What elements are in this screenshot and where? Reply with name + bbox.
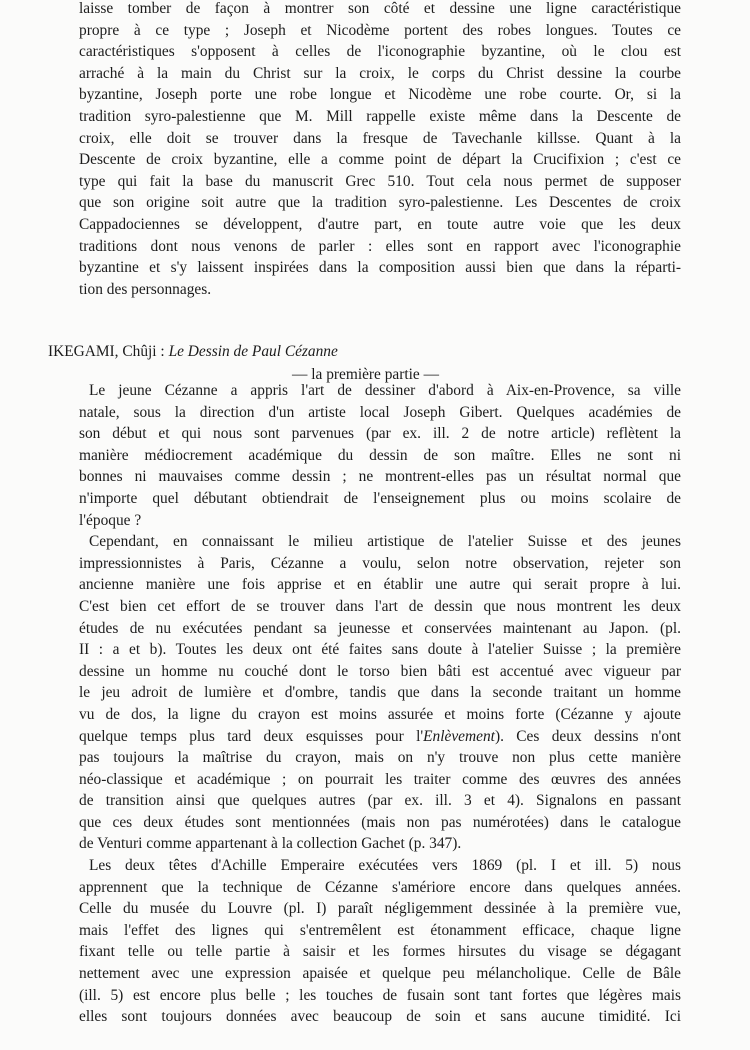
- text-line: apprennent que la technique de Cézanne s'amériore encore dans quelques années.: [79, 878, 681, 896]
- text-line: C'est bien cet effort de se trouver dans l'art de dessin que nous montrent les deux: [79, 597, 681, 615]
- text-line: son début et qui nous sont parvenues (par ex. ill. 2 de notre article) reflètent la: [79, 425, 681, 443]
- text-line: bonnes ni mauvaises comme dessin ; ne montrent-elles pas un résultat normal que: [79, 468, 681, 486]
- text-line: l'époque ?: [79, 511, 142, 529]
- text-line: que ces deux études sont mentionnées (mais non pas numérotées) dans le catalogue: [79, 813, 681, 831]
- text-line: natale, sous la direction d'un artiste local Joseph Gibert. Quelques académies de: [79, 403, 681, 421]
- text-line: études de nu exécutées pendant sa jeunesse et conservées maintenant au Japon. (pl.: [79, 619, 681, 637]
- text-line: fixant telle ou telle partie à saisir et les formes hirsutes du visage se dégagant: [79, 943, 681, 961]
- text-line: traditions dont nous venons de parler : elles sont en rapport avec l'iconographie: [79, 237, 681, 255]
- text-line: ancienne manière une fois apprise et en établir une autre qui serait propre à lui.: [79, 576, 681, 594]
- text-line: byzantine et s'y laissent inspirées dans la composition aussi bien que dans la réparti-: [79, 259, 681, 277]
- text-line: néo-classique et académique ; on pourrait les traiter comme des œuvres des années: [79, 770, 681, 788]
- text-line: elles sont toujours données avec beaucoup de soin et sans aucune timidité. Ici: [79, 1008, 681, 1026]
- text-line: II : a et b). Toutes les deux ont été faites sans doute à l'atelier Suisse ; la première: [79, 641, 681, 659]
- text-line: croix, elle doit se trouver dans la fresque de Tavechanle killsse. Quant à la: [79, 129, 681, 147]
- text-line: tion des personnages.: [79, 280, 212, 298]
- italic-title: Enlèvement: [423, 727, 495, 745]
- text-line: Celle du musée du Louvre (pl. I) paraît négligemment dessinée à la première vue,: [79, 900, 681, 918]
- text-line: type qui fait la base du manuscrit Grec 510. Tout cela nous permet de supposer: [79, 172, 681, 190]
- text-line: laisse tomber de façon à montrer son côté et dessine une ligne caractéristique: [79, 0, 681, 17]
- article-heading: [48, 341, 688, 363]
- text-line: de Venturi comme appartenant à la collection Gachet (p. 347).: [79, 835, 462, 853]
- text-line: pas toujours la maîtrise du crayon, mais on n'y trouve non plus cette manière: [79, 749, 681, 767]
- text-line: Descente de croix byzantine, elle a comme point de départ la Crucifixion ; c'est ce: [79, 151, 681, 169]
- text-line: manière médiocrement académique du dessin de son maître. Elles ne sont ni: [79, 446, 681, 464]
- previous-article-text: [79, 0, 681, 300]
- text-line: Les deux têtes d'Achille Emperaire exécutées vers 1869 (pl. I et ill. 5) nous: [89, 857, 681, 875]
- text-line: arraché à la main du Christ sur la croix, le corps du Christ dessine la courbe: [79, 64, 681, 82]
- text-line: impressionnistes à Paris, Cézanne a voulu, selon notre observation, rejeter son: [79, 554, 681, 572]
- article-subtitle: — la première partie —: [292, 366, 440, 383]
- article-body: [79, 380, 681, 1028]
- text-line: dessine un homme nu couché dont le torso bien bâti est accentué avec vigueur par: [79, 662, 681, 680]
- text-line: que son origine soit autre que la tradition syro-palestienne. Les Descentes de croix: [79, 194, 681, 212]
- text-line: byzantine, Joseph porte une robe longue et Nicodème une robe courte. Or, si la: [79, 86, 681, 104]
- article-title: Le Dessin de Paul Cézanne: [168, 343, 338, 360]
- text-line: quelque temps plus tard deux esquisses pour l'Enlèvement). Ces deux dessins n'ont: [79, 727, 681, 745]
- article-author: IKEGAMI, Chûji :: [48, 343, 169, 360]
- text-line: tradition syro-palestienne que M. Mill rappelle existe même dans la Descente de: [79, 107, 681, 125]
- text-line: vu de dos, la ligne du crayon est moins assurée et moins forte (Cézanne y ajoute: [79, 705, 681, 723]
- text-line: Cependant, en connaissant le milieu artistique de l'atelier Suisse et des jeunes: [89, 533, 681, 551]
- text-line: propre à ce type ; Joseph et Nicodème portent des robes longues. Toutes ce: [79, 21, 681, 39]
- text-line: mais l'effet des lignes qui s'entremêlent est étonamment efficace, chaque ligne: [79, 921, 681, 939]
- text-line: de transition ainsi que quelques autres (par ex. ill. 3 et 4). Signalons en passant: [79, 792, 681, 810]
- text-line: le jeu adroit de lumière et d'ombre, tandis que dans la seconde traitant un homme: [79, 684, 681, 702]
- text-line: (ill. 5) est encore plus belle ; les touches de fusain sont tant fortes que légères mais: [79, 986, 681, 1004]
- text-line: Le jeune Cézanne a appris l'art de dessiner d'abord à Aix-en-Provence, sa ville: [89, 382, 681, 399]
- text-line: caractéristiques s'opposent à celles de l'iconographie byzantine, où le clou est: [79, 43, 681, 61]
- text-line: nettement avec une expression apaisée et quelque peu mélancholique. Celle de Bâle: [79, 965, 681, 983]
- text-line: Cappadociennes se développent, d'autre part, en toute autre voie que les deux: [79, 215, 681, 233]
- text-line: n'importe quel débutant obtiendrait de l'enseignement plus ou moins scolaire de: [79, 489, 681, 507]
